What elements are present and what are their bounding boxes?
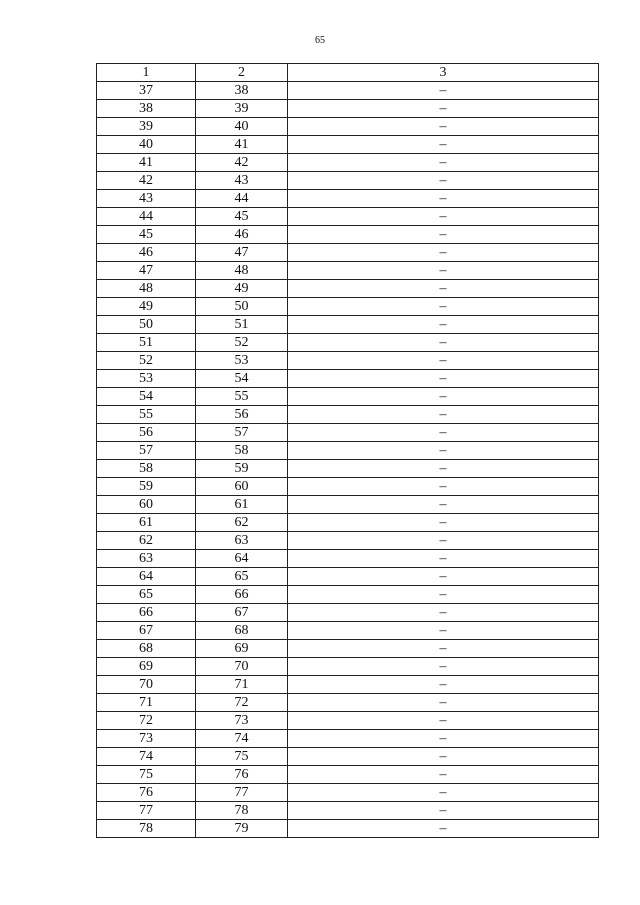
table-row [97, 154, 599, 172]
table-cell-col-2: 40 [196, 118, 288, 136]
table-cell-col-2: 74 [196, 730, 288, 748]
table-row [97, 802, 599, 820]
table-cell-col-2: 51 [196, 316, 288, 334]
table-cell-col-3: – [288, 730, 599, 748]
table-row [97, 460, 599, 478]
table-cell-col-2: 62 [196, 514, 288, 532]
table-row [97, 136, 599, 154]
table-cell-col-3: – [288, 514, 599, 532]
table-row [97, 424, 599, 442]
table-cell-col-1: 57 [97, 442, 196, 460]
table-cell-col-2: 66 [196, 586, 288, 604]
table-cell-col-3: – [288, 190, 599, 208]
table-cell-col-2: 45 [196, 208, 288, 226]
table-row [97, 442, 599, 460]
table-cell-col-3: – [288, 496, 599, 514]
table-cell-col-1: 46 [97, 244, 196, 262]
table-row [97, 784, 599, 802]
table-cell-col-3: – [288, 460, 599, 478]
table-cell-col-3: – [288, 208, 599, 226]
table-cell-col-1: 45 [97, 226, 196, 244]
table-cell-col-2: 65 [196, 568, 288, 586]
table-cell-col-1: 55 [97, 406, 196, 424]
table-cell-col-2: 56 [196, 406, 288, 424]
table-cell-col-2: 60 [196, 478, 288, 496]
table-cell-col-3: – [288, 280, 599, 298]
table-cell-col-2: 55 [196, 388, 288, 406]
table-cell-col-1: 70 [97, 676, 196, 694]
table-row [97, 658, 599, 676]
table-cell-col-1: 76 [97, 784, 196, 802]
table-row [97, 100, 599, 118]
table-cell-col-3: – [288, 82, 599, 100]
table-cell-col-1: 37 [97, 82, 196, 100]
page-number: 65 [315, 35, 325, 46]
table-cell-col-3: – [288, 298, 599, 316]
table-cell-col-3: – [288, 370, 599, 388]
table-header [97, 64, 599, 82]
table-cell-col-1: 42 [97, 172, 196, 190]
table-row [97, 568, 599, 586]
table-cell-col-1: 66 [97, 604, 196, 622]
table-cell-col-3: – [288, 424, 599, 442]
table-cell-col-1: 63 [97, 550, 196, 568]
table-cell-col-2: 57 [196, 424, 288, 442]
table-cell-col-2: 69 [196, 640, 288, 658]
table-cell-col-1: 48 [97, 280, 196, 298]
table-cell-col-1: 38 [97, 100, 196, 118]
table-row [97, 370, 599, 388]
table-row [97, 388, 599, 406]
table-cell-col-1: 61 [97, 514, 196, 532]
table-cell-col-3: – [288, 118, 599, 136]
table-cell-col-1: 44 [97, 208, 196, 226]
table-cell-col-1: 62 [97, 532, 196, 550]
table-row [97, 82, 599, 100]
table-cell-col-1: 51 [97, 334, 196, 352]
table-cell-col-1: 71 [97, 694, 196, 712]
table-row [97, 730, 599, 748]
table-cell-col-2: 46 [196, 226, 288, 244]
table-cell-col-2: 49 [196, 280, 288, 298]
table-row [97, 496, 599, 514]
table-cell-col-1: 53 [97, 370, 196, 388]
table-cell-col-3: – [288, 766, 599, 784]
table-cell-col-3: – [288, 784, 599, 802]
table-cell-col-1: 43 [97, 190, 196, 208]
table-cell-col-1: 58 [97, 460, 196, 478]
table-cell-col-2: 43 [196, 172, 288, 190]
table-cell-col-2: 73 [196, 712, 288, 730]
table-cell-col-1: 60 [97, 496, 196, 514]
table-cell-col-2: 41 [196, 136, 288, 154]
table-cell-col-2: 70 [196, 658, 288, 676]
table-cell-col-3: – [288, 658, 599, 676]
table-cell-col-2: 77 [196, 784, 288, 802]
table-row [97, 604, 599, 622]
table-cell-col-1: 69 [97, 658, 196, 676]
table-cell-col-3: – [288, 316, 599, 334]
table-row [97, 514, 599, 532]
table-cell-col-1: 72 [97, 712, 196, 730]
table-row [97, 334, 599, 352]
table-row [97, 208, 599, 226]
table-cell-col-1: 67 [97, 622, 196, 640]
table-cell-col-1: 49 [97, 298, 196, 316]
table-cell-col-3: – [288, 532, 599, 550]
table-cell-col-1: 65 [97, 586, 196, 604]
table-cell-col-3: – [288, 388, 599, 406]
table-cell-col-3: – [288, 154, 599, 172]
table-cell-col-1: 73 [97, 730, 196, 748]
table-cell-col-3: – [288, 748, 599, 766]
table-cell-col-3: – [288, 172, 599, 190]
table-cell-col-3: – [288, 676, 599, 694]
table-cell-col-2: 42 [196, 154, 288, 172]
table-cell-col-3: – [288, 100, 599, 118]
table-cell-col-1: 77 [97, 802, 196, 820]
table-row [97, 352, 599, 370]
table-cell-col-1: 47 [97, 262, 196, 280]
table-cell-col-3: – [288, 406, 599, 424]
column-header-1: 1 [97, 64, 196, 82]
table-cell-col-1: 52 [97, 352, 196, 370]
table-row [97, 766, 599, 784]
table-cell-col-3: – [288, 478, 599, 496]
table-row [97, 586, 599, 604]
table-row [97, 244, 599, 262]
table-cell-col-2: 61 [196, 496, 288, 514]
table-cell-col-3: – [288, 712, 599, 730]
table-cell-col-1: 39 [97, 118, 196, 136]
table-cell-col-3: – [288, 334, 599, 352]
table-row [97, 280, 599, 298]
table-cell-col-3: – [288, 568, 599, 586]
table-cell-col-1: 59 [97, 478, 196, 496]
table-row [97, 748, 599, 766]
table-cell-col-1: 40 [97, 136, 196, 154]
table-cell-col-1: 64 [97, 568, 196, 586]
table-header-row [97, 64, 599, 82]
table-cell-col-3: – [288, 262, 599, 280]
table-cell-col-2: 53 [196, 352, 288, 370]
table-cell-col-2: 52 [196, 334, 288, 352]
table-cell-col-3: – [288, 136, 599, 154]
table-cell-col-2: 47 [196, 244, 288, 262]
table-cell-col-2: 68 [196, 622, 288, 640]
table-cell-col-2: 63 [196, 532, 288, 550]
table-cell-col-1: 54 [97, 388, 196, 406]
table-cell-col-2: 50 [196, 298, 288, 316]
table-row [97, 478, 599, 496]
table-row [97, 820, 599, 838]
table-cell-col-1: 74 [97, 748, 196, 766]
table-cell-col-3: – [288, 640, 599, 658]
table-cell-col-2: 71 [196, 676, 288, 694]
table-cell-col-2: 58 [196, 442, 288, 460]
table-cell-col-2: 79 [196, 820, 288, 838]
table-row [97, 712, 599, 730]
table-cell-col-2: 75 [196, 748, 288, 766]
table-row [97, 406, 599, 424]
table-row [97, 694, 599, 712]
table-row [97, 226, 599, 244]
table-cell-col-2: 64 [196, 550, 288, 568]
table-cell-col-3: – [288, 622, 599, 640]
table-cell-col-1: 56 [97, 424, 196, 442]
table-cell-col-3: – [288, 550, 599, 568]
table-row [97, 676, 599, 694]
table-cell-col-2: 44 [196, 190, 288, 208]
table-row [97, 118, 599, 136]
data-table [96, 63, 599, 838]
table-cell-col-2: 72 [196, 694, 288, 712]
table-cell-col-3: – [288, 226, 599, 244]
column-header-3: 3 [288, 64, 599, 82]
table-cell-col-3: – [288, 694, 599, 712]
table-cell-col-2: 54 [196, 370, 288, 388]
table-cell-col-1: 41 [97, 154, 196, 172]
table-cell-col-1: 78 [97, 820, 196, 838]
table-body [97, 82, 599, 838]
table-row [97, 550, 599, 568]
column-header-2: 2 [196, 64, 288, 82]
table-cell-col-3: – [288, 586, 599, 604]
table-cell-col-1: 68 [97, 640, 196, 658]
table-row [97, 172, 599, 190]
table-row [97, 316, 599, 334]
table-cell-col-2: 59 [196, 460, 288, 478]
table-row [97, 298, 599, 316]
table-cell-col-1: 75 [97, 766, 196, 784]
table-cell-col-2: 76 [196, 766, 288, 784]
table-cell-col-2: 48 [196, 262, 288, 280]
table-cell-col-3: – [288, 820, 599, 838]
table-row [97, 640, 599, 658]
table-cell-col-2: 38 [196, 82, 288, 100]
table-cell-col-1: 50 [97, 316, 196, 334]
table-cell-col-2: 39 [196, 100, 288, 118]
table-row [97, 262, 599, 280]
table-cell-col-3: – [288, 442, 599, 460]
table-row [97, 190, 599, 208]
table-cell-col-2: 67 [196, 604, 288, 622]
table-row [97, 532, 599, 550]
table-cell-col-3: – [288, 244, 599, 262]
table-cell-col-3: – [288, 802, 599, 820]
table-cell-col-3: – [288, 352, 599, 370]
table-cell-col-3: – [288, 604, 599, 622]
table-row [97, 622, 599, 640]
table-cell-col-2: 78 [196, 802, 288, 820]
